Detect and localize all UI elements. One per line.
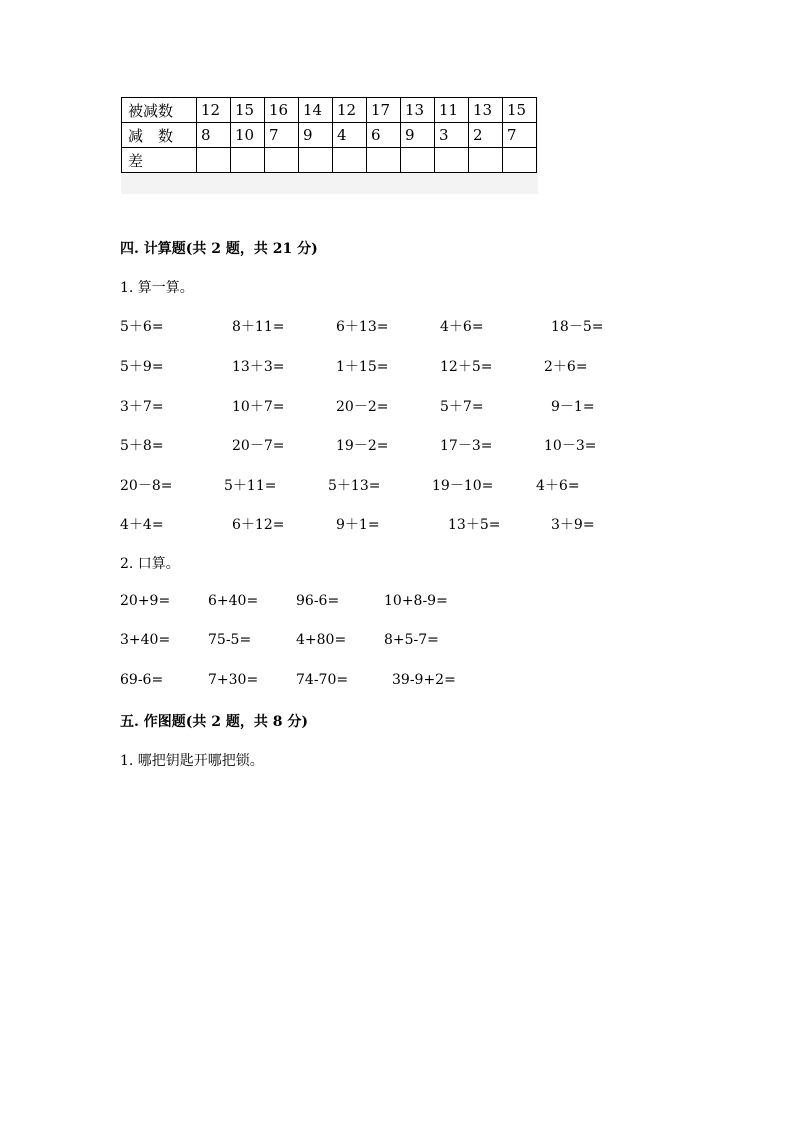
calc-expression: 19－2= [336, 438, 389, 454]
table-cell: 17 [367, 98, 401, 123]
table-row [122, 148, 537, 173]
calc-expression: 5＋11= [224, 478, 277, 494]
calc-expression: 20－8= [120, 478, 173, 494]
row-label: 差 [122, 148, 197, 173]
table-cell: 15 [503, 98, 537, 123]
table-cell: 16 [265, 98, 299, 123]
calc-expression: 10－3= [544, 438, 597, 454]
mental-math-expression: 3+40= [120, 632, 171, 648]
calc-expression: 17－3= [440, 438, 493, 454]
mental-math-expression: 6+40= [208, 593, 259, 609]
table-cell: 15 [231, 98, 265, 123]
table-row [122, 123, 537, 148]
calc-expression: 5＋7= [440, 399, 484, 415]
mental-math-expression: 39-9+2= [392, 672, 456, 688]
mental-math-expression: 96-6= [296, 593, 340, 609]
mental-math-expression: 4+80= [296, 632, 347, 648]
mental-math-expression: 7+30= [208, 672, 259, 688]
table-cell [265, 148, 299, 173]
table-cell [401, 148, 435, 173]
table-cell [435, 148, 469, 173]
section-4-question-1-title: 1. 算一算。 [120, 280, 194, 296]
calc-expression: 5＋6= [120, 319, 164, 335]
mental-math-expression: 10+8-9= [384, 593, 448, 609]
section-5-title: 五. 作图题(共 2 题，共 8 分) [120, 714, 308, 730]
calc-expression: 9－1= [551, 399, 595, 415]
subtraction-table [121, 97, 537, 173]
table-cell [197, 148, 231, 173]
table-cell: 3 [435, 123, 469, 148]
calc-expression: 6＋13= [336, 319, 389, 335]
mental-math-expression: 74-70= [296, 672, 349, 688]
mental-math-expression: 75-5= [208, 632, 252, 648]
table-cell: 9 [299, 123, 333, 148]
calc-expression: 3＋7= [120, 399, 164, 415]
calc-expression: 4＋6= [440, 319, 484, 335]
table-cell [503, 148, 537, 173]
calc-expression: 1＋15= [336, 359, 389, 375]
table-cell: 14 [299, 98, 333, 123]
calc-expression: 10＋7= [232, 399, 285, 415]
table-cell [469, 148, 503, 173]
calc-expression: 2＋6= [544, 359, 588, 375]
table-cell: 4 [333, 123, 367, 148]
calc-expression: 5＋13= [328, 478, 381, 494]
table-cell [231, 148, 265, 173]
mental-math-expression: 8+5-7= [384, 632, 439, 648]
section-4-title: 四. 计算题(共 2 题，共 21 分) [120, 241, 318, 257]
subtraction-table-panel [121, 97, 538, 194]
row-label: 减 数 [122, 123, 197, 148]
calc-expression: 13＋5= [448, 517, 501, 533]
row-label: 被减数 [122, 98, 197, 123]
calc-expression: 6＋12= [232, 517, 285, 533]
table-cell: 11 [435, 98, 469, 123]
section-4-question-2-title: 2. 口算。 [120, 556, 180, 572]
calc-expression: 20－7= [232, 438, 285, 454]
table-cell [333, 148, 367, 173]
calc-expression: 5＋9= [120, 359, 164, 375]
calc-expression: 3＋9= [551, 517, 595, 533]
calc-expression: 4＋6= [536, 478, 580, 494]
table-cell: 12 [333, 98, 367, 123]
calc-expression: 4＋4= [120, 517, 164, 533]
table-row [122, 98, 537, 123]
mental-math-expression: 69-6= [120, 672, 164, 688]
calc-expression: 13＋3= [232, 359, 285, 375]
table-cell: 13 [401, 98, 435, 123]
calc-expression: 5＋8= [120, 438, 164, 454]
table-cell: 10 [231, 123, 265, 148]
table-cell: 2 [469, 123, 503, 148]
section-5-question-1-title: 1. 哪把钥匙开哪把锁。 [120, 753, 264, 769]
table-cell: 9 [401, 123, 435, 148]
mental-math-expression: 20+9= [120, 593, 171, 609]
calc-expression: 8＋11= [232, 319, 285, 335]
calc-expression: 20－2= [336, 399, 389, 415]
table-cell: 13 [469, 98, 503, 123]
table-cell: 8 [197, 123, 231, 148]
table-cell [367, 148, 401, 173]
table-cell: 7 [503, 123, 537, 148]
calc-expression: 9＋1= [336, 517, 380, 533]
table-cell: 12 [197, 98, 231, 123]
calc-expression: 19－10= [432, 478, 494, 494]
table-cell: 6 [367, 123, 401, 148]
calc-expression: 18－5= [551, 319, 604, 335]
table-cell [299, 148, 333, 173]
table-cell: 7 [265, 123, 299, 148]
calc-expression: 12＋5= [440, 359, 493, 375]
